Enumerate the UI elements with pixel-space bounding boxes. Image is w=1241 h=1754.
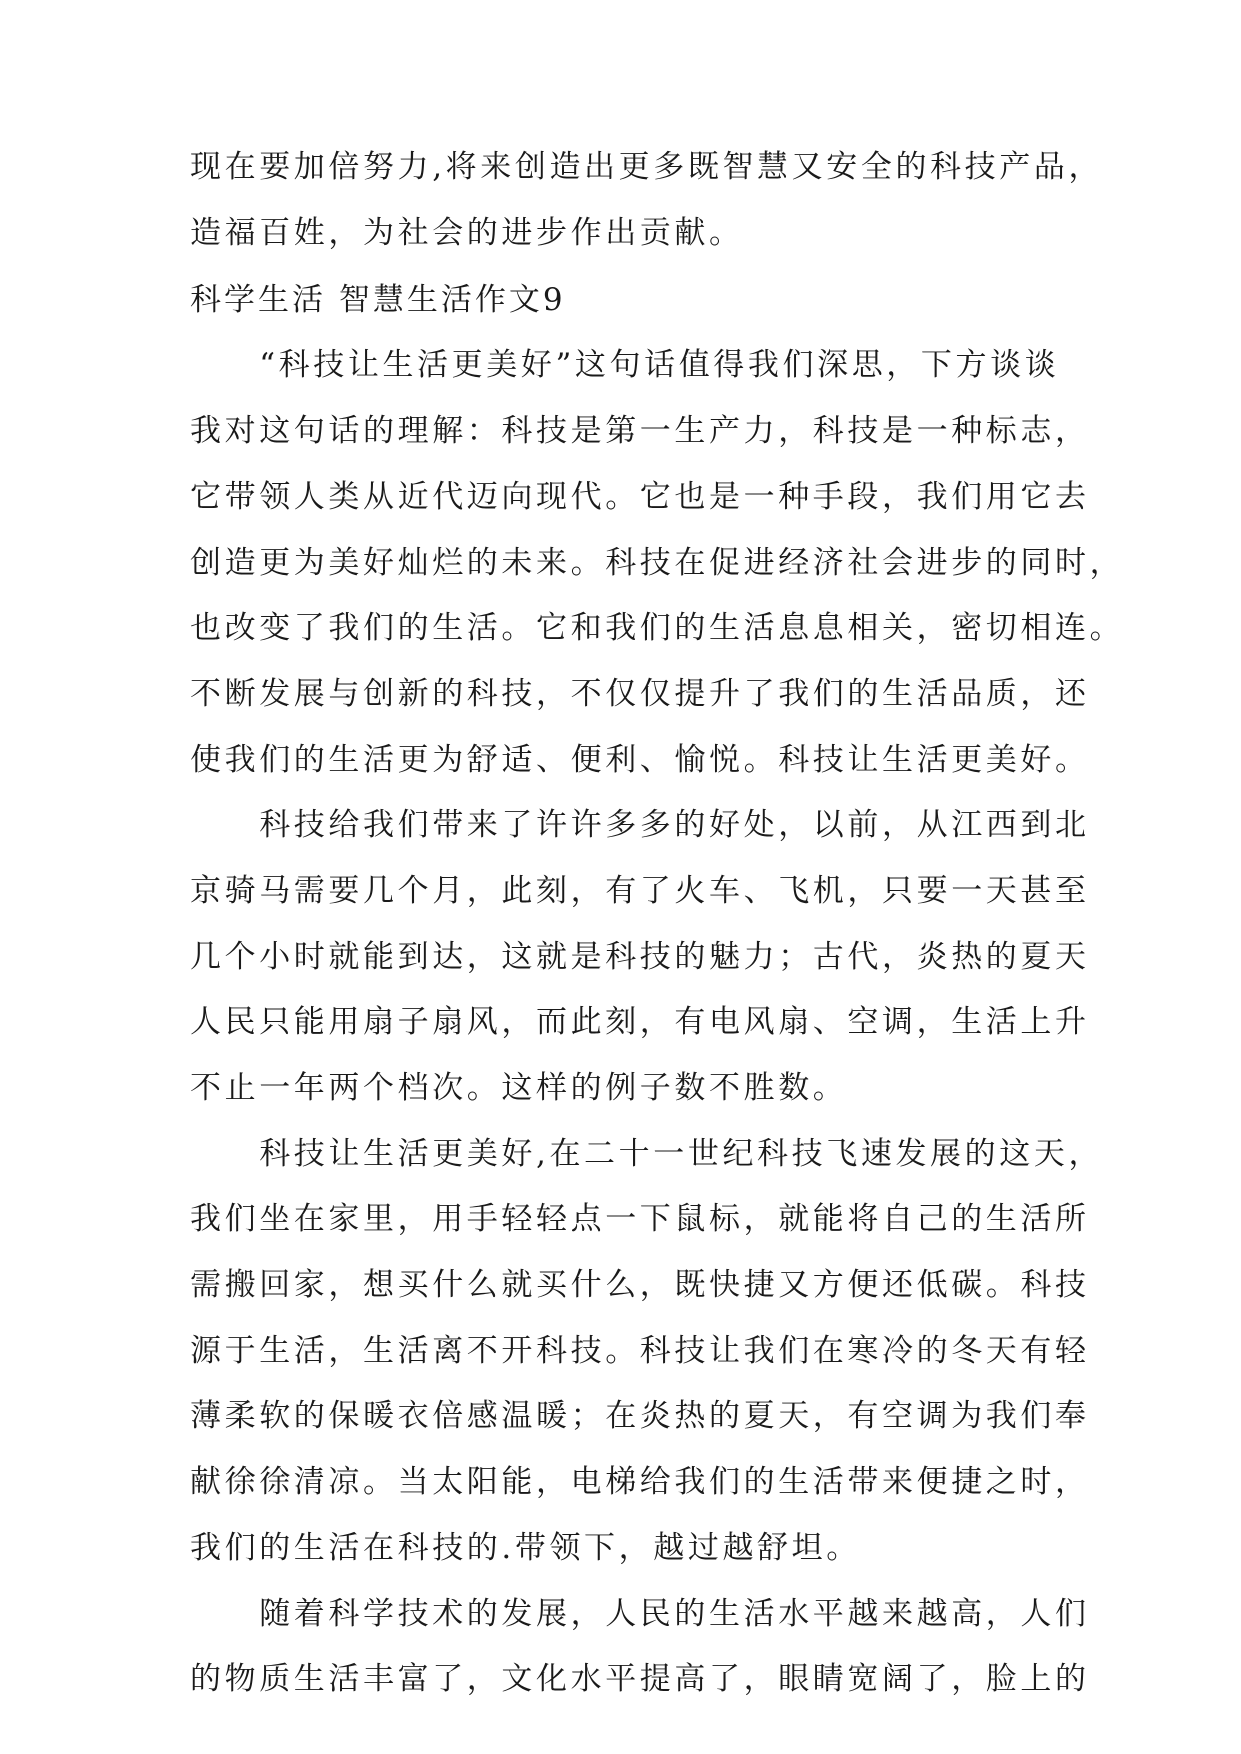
paragraph-line: 几个小时就能到达，这就是科技的魅力；古代，炎热的夏天: [190, 939, 1090, 975]
paragraph-line: 我们坐在家里，用手轻轻点一下鼠标，就能将自己的生活所: [190, 1201, 1090, 1237]
paragraph-line: 不止一年两个档次。这样的例子数不胜数。: [190, 1070, 848, 1106]
paragraph-line: 创造更为美好灿烂的未来。科技在促进经济社会进步的同时，: [190, 545, 1125, 581]
paragraph-line: 也改变了我们的生活。它和我们的生活息息相关，密切相连。: [190, 610, 1125, 646]
paragraph-line: 京骑马需要几个月，此刻，有了火车、飞机，只要一天甚至: [190, 873, 1090, 909]
text-line: 造福百姓，为社会的进步作出贡献。: [190, 215, 744, 251]
paragraph-line: 随着科学技术的发展，人民的生活水平越来越高，人们: [190, 1596, 1090, 1632]
text-line: 现在要加倍努力,将来创造出更多既智慧又安全的科技产品，: [190, 149, 1104, 185]
section-title: 科学生活 智慧生活作文9: [190, 282, 566, 318]
paragraph-line: 我对这句话的理解：科技是第一生产力，科技是一种标志，: [190, 413, 1090, 449]
paragraph-line: 它带领人类从近代迈向现代。它也是一种手段，我们用它去: [190, 479, 1090, 515]
paragraph-line: 薄柔软的保暖衣倍感温暖；在炎热的夏天，有空调为我们奉: [190, 1398, 1090, 1434]
paragraph-line: 需搬回家，想买什么就买什么，既快捷又方便还低碳。科技: [190, 1267, 1090, 1303]
paragraph-line: 献徐徐清凉。当太阳能，电梯给我们的生活带来便捷之时，: [190, 1464, 1090, 1500]
paragraph-line: “科技让生活更美好”这句话值得我们深思，下方谈谈: [190, 347, 1060, 383]
paragraph-line: 科技给我们带来了许许多多的好处，以前，从江西到北: [190, 807, 1090, 843]
paragraph-line: 使我们的生活更为舒适、便利、愉悦。科技让生活更美好。: [190, 742, 1090, 778]
paragraph-line: 人民只能用扇子扇风，而此刻，有电风扇、空调，生活上升: [190, 1004, 1090, 1040]
paragraph-line: 科技让生活更美好,在二十一世纪科技飞速发展的这天，: [190, 1136, 1104, 1172]
paragraph-line: 源于生活，生活离不开科技。科技让我们在寒冷的冬天有轻: [190, 1333, 1090, 1369]
paragraph-line: 的物质生活丰富了，文化水平提高了，眼睛宽阔了，脸上的: [190, 1661, 1090, 1697]
paragraph-line: 我们的生活在科技的.带领下，越过越舒坦。: [190, 1530, 861, 1566]
paragraph-line: 不断发展与创新的科技，不仅仅提升了我们的生活品质，还: [190, 676, 1090, 712]
